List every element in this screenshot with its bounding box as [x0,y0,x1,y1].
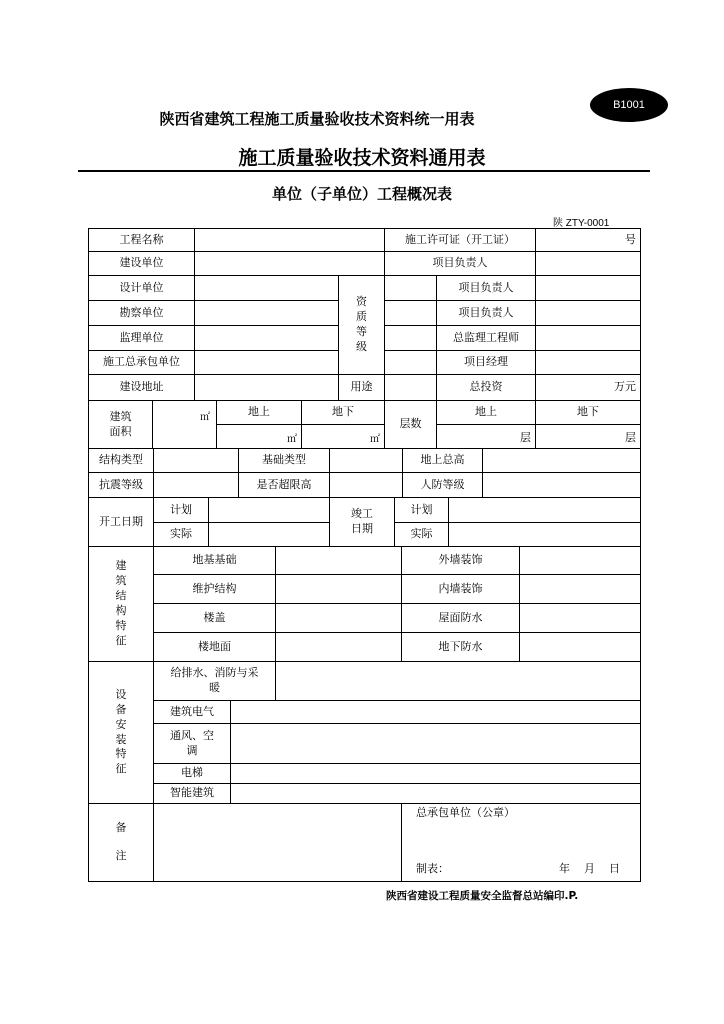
label-plumbing: 给排水、消防与采 暖 [153,661,276,701]
field-end-actual[interactable] [448,522,641,547]
field-structure-type[interactable] [153,448,239,473]
label-project-name: 工程名称 [88,228,195,252]
label-end-date: 竣工 日期 [329,497,395,547]
label-civil-defense: 人防等级 [402,472,483,498]
label-roof-waterproof: 屋面防水 [401,603,520,633]
field-envelope[interactable] [275,574,402,604]
field-above-height[interactable] [482,448,641,473]
label-permit: 施工许可证（开工证） [384,228,536,252]
form-badge: B1001 [590,88,668,122]
field-floors-above[interactable]: 层 [436,424,536,449]
label-prepared-by: 制表： [416,862,449,875]
label-contractor-seal: 总承包单位（公章） [416,806,515,819]
signature-line [416,862,620,877]
label-project-manager: 项目经理 [436,350,536,375]
label-structural-features: 建 筑 结 构 特 征 [88,546,154,662]
label-over-height: 是否超限高 [238,472,330,498]
label-floor-surface: 楼地面 [153,632,276,662]
label-qualification: 资 质 等 级 [338,275,385,375]
label-start-plan: 计划 [153,497,209,523]
field-start-plan[interactable] [208,497,330,523]
label-smart-building: 智能建筑 [153,783,231,804]
label-equipment-features: 设 备 安 装 特 征 [88,661,154,804]
label-above-height: 地上总高 [402,448,483,473]
field-building-area[interactable] [152,400,217,449]
label-building-area: 建筑 面积 [88,400,153,449]
label-underground-waterproof: 地下防水 [401,632,520,662]
label-end-actual: 实际 [394,522,449,547]
label-interior-wall: 内墙装饰 [401,574,520,604]
field-permit[interactable] [535,228,641,252]
label-electrical: 建筑电气 [153,700,231,724]
field-surveyor[interactable] [194,300,339,326]
label-chief-supervisor: 总监理工程师 [436,325,536,351]
label-start-date: 开工日期 [88,497,154,547]
field-designer-qual[interactable] [384,275,437,301]
field-area-below[interactable]: ㎡ [301,424,385,449]
field-foundation-type[interactable] [329,448,403,473]
field-supervisor-qual[interactable] [384,325,437,351]
field-builder[interactable] [194,251,385,276]
area-unit: ㎡ [200,411,210,423]
field-designer-lead[interactable] [535,275,641,301]
field-floor-slab[interactable] [275,603,402,633]
sub-title: 单位（子单位）工程概况表 [271,185,452,203]
field-project-name[interactable] [194,228,385,252]
label-remarks: 备 注 [88,803,154,882]
field-total-investment[interactable] [535,374,641,401]
label-supervisor: 监理单位 [88,325,195,351]
label-elevator: 电梯 [153,763,231,784]
field-interior-wall[interactable] [519,574,641,604]
label-floors: 层数 [384,400,437,449]
field-supervisor[interactable] [194,325,339,351]
field-underground-waterproof[interactable] [519,632,641,662]
label-designer: 设计单位 [88,275,195,301]
field-usage[interactable] [384,374,437,401]
field-exterior-wall[interactable] [519,546,641,575]
field-remarks[interactable] [153,803,402,882]
footer-publisher: 陕西省建设工程质量安全监督总站编印.P. [386,890,579,902]
label-hvac: 通风、空 调 [153,723,231,764]
field-elevator[interactable] [230,763,641,784]
label-total-investment: 总投资 [436,374,536,401]
label-surveyor: 勘察单位 [88,300,195,326]
field-project-manager[interactable] [535,350,641,375]
label-area-below: 地下 [301,400,385,425]
field-roof-waterproof[interactable] [519,603,641,633]
label-area-above: 地上 [216,400,302,425]
field-surveyor-qual[interactable] [384,300,437,326]
label-usage: 用途 [338,374,385,401]
field-civil-defense[interactable] [482,472,641,498]
field-floor-surface[interactable] [275,632,402,662]
field-hvac[interactable] [230,723,641,764]
label-general-contractor: 施工总承包单位 [88,350,195,375]
label-foundation: 地基基础 [153,546,276,575]
label-start-actual: 实际 [153,522,209,547]
label-seismic: 抗震等级 [88,472,154,498]
field-floors-below[interactable]: 层 [535,424,641,449]
date-line: 年 月 日 [559,862,620,875]
label-floors-below: 地下 [535,400,641,425]
field-designer[interactable] [194,275,339,301]
header-title: 陕西省建筑工程施工质量验收技术资料统一用表 [159,110,475,128]
label-floor-slab: 楼盖 [153,603,276,633]
label-exterior-wall: 外墙装饰 [401,546,520,575]
field-general-contractor[interactable] [194,350,339,375]
label-address: 建设地址 [88,374,195,401]
field-area-above[interactable]: ㎡ [216,424,302,449]
field-builder-lead[interactable] [535,251,641,276]
field-surveyor-lead[interactable] [535,300,641,326]
field-end-plan[interactable] [448,497,641,523]
field-seismic[interactable] [153,472,239,498]
label-designer-lead: 项目负责人 [436,275,536,301]
label-builder: 建设单位 [88,251,195,276]
label-foundation-type: 基础类型 [238,448,330,473]
field-over-height[interactable] [329,472,403,498]
label-envelope: 维护结构 [153,574,276,604]
label-builder-lead: 项目负责人 [384,251,536,276]
main-title: 施工质量验收技术资料通用表 [238,147,486,169]
field-address[interactable] [194,374,339,401]
field-start-actual[interactable] [208,522,330,547]
field-smart-building[interactable] [230,783,641,804]
contractor-seal-box[interactable] [401,803,641,882]
field-electrical[interactable] [230,700,641,724]
investment-unit: 万元 [614,380,636,394]
permit-unit: 号 [625,232,636,246]
overview-form [88,228,641,882]
field-chief-supervisor[interactable] [535,325,641,351]
label-floors-above: 地上 [436,400,536,425]
field-contractor-qual[interactable] [384,350,437,375]
label-surveyor-lead: 项目负责人 [436,300,536,326]
form-code: 陕 ZTY-0001 [553,218,610,229]
label-structure-type: 结构类型 [88,448,154,473]
title-rule [78,170,650,172]
field-plumbing[interactable] [275,661,641,701]
field-foundation[interactable] [275,546,402,575]
label-end-plan: 计划 [394,497,449,523]
